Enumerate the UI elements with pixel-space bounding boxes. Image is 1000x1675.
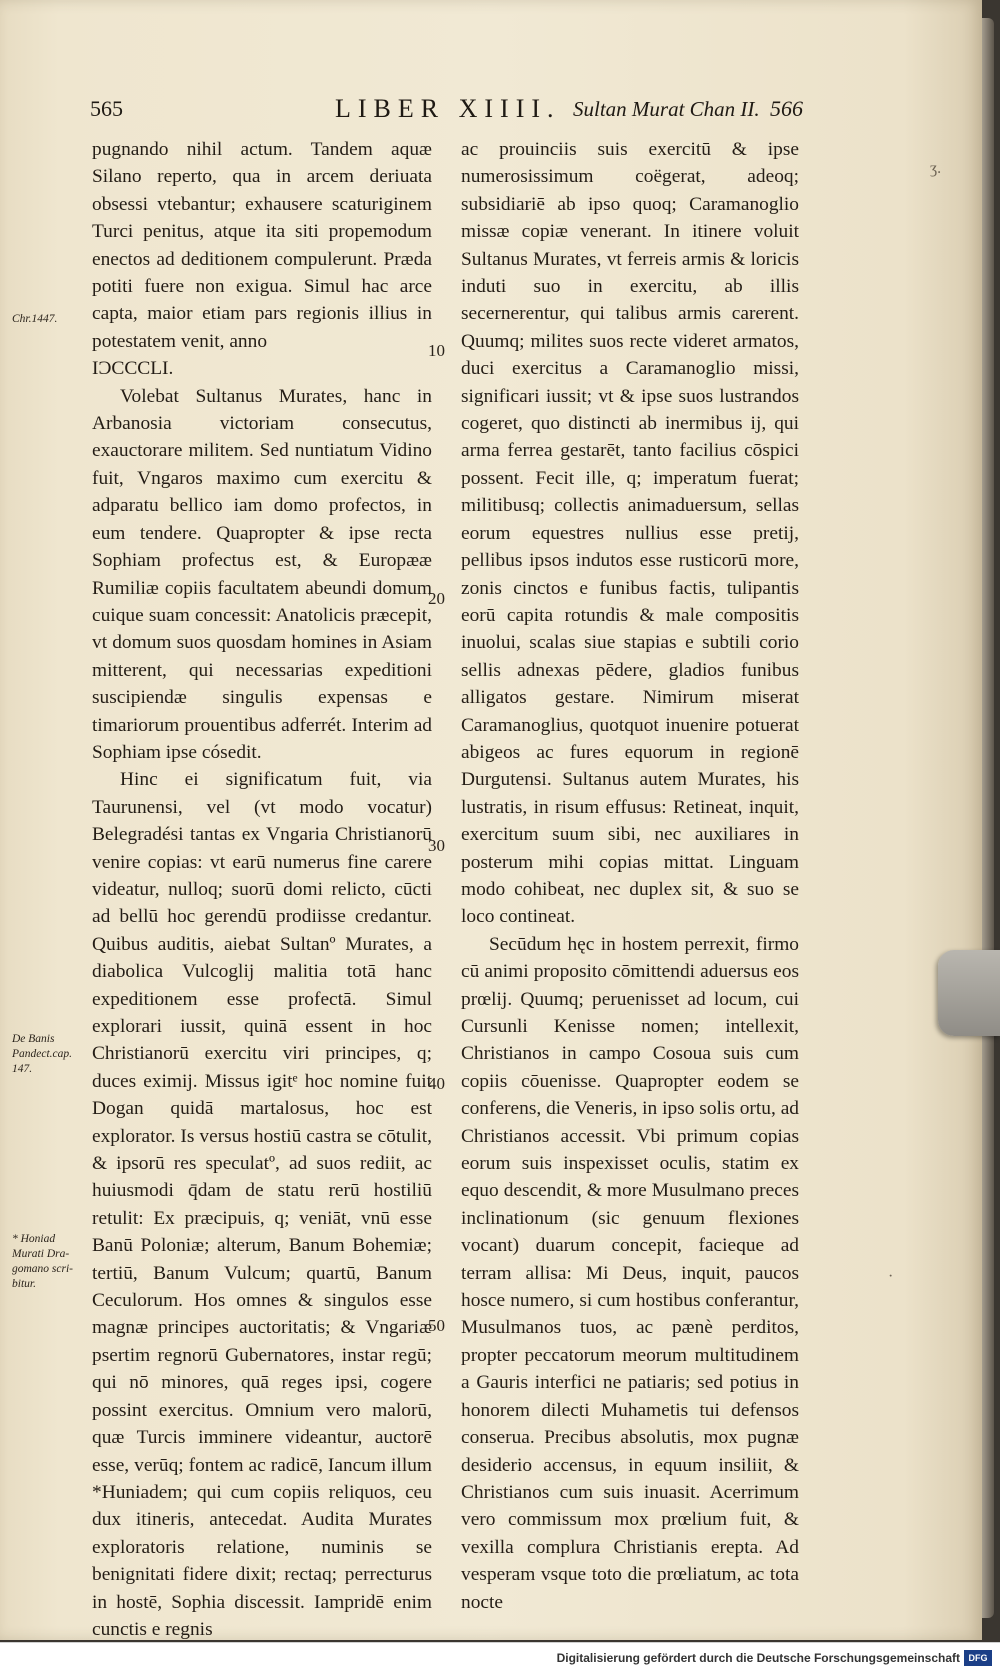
paragraph: ac prouinciis suis exercitū & ipse numerosissimum coëgerat, adeoq; subsidiariē ab ipso quoq; Caramanoglio missæ copiæ venerant. In itinere voluit Sultanus Murates, vt ferreis armis & loricis induti suo in exercitu, ab illis secernerentur, qui talibus armis carerent. Quumq; milites suos recte videret armatos, duci exercitus a Caramanoglio missi, significari iussit; vt & ipse suos lustrandos cogeret, quo distincti ab inermibus ij, qui arma ferrea gestarēt, tanto facilius cōspici possent. Fecit ille, q; imperatum fuerat; militibusq; collectis animaduersum, sellas eorum equestres nullius esse pretij, pellibus ipsos indutos esse rusticorū more, zonis cinctos e funibus factis, tulipantis eorū capita rotundis & male compositis inuolui, scalas siue stapias e subtili corio sellis adnexas pēdere, gladios funibus alligatos gestare. Nimirum miserat Caramanoglius, quotquot inuenire potuerat abigeos ac fures equorum in regionē Durgutensi. Sultanus autem Murates, his lustratis, in risum effusus: Retineat, inquit, exercitum suum sibi, nec auxiliares in posterum mihi copias mittat. Linguam modo cohibeat, nec duplex sit, & suo se loco contineat. xyxy=(461,139,799,928)
line-number: 10 xyxy=(428,341,445,360)
stray-mark: · xyxy=(888,1268,894,1285)
stray-mark: ʒ. xyxy=(930,160,942,177)
line-number: 20 xyxy=(428,589,445,608)
margin-note-line: bitur. xyxy=(12,1278,36,1290)
line-number: 40 xyxy=(428,1074,445,1093)
line-number: 50 xyxy=(428,1316,445,1335)
margin-note-chr xyxy=(12,312,92,327)
line-number: 30 xyxy=(428,836,445,855)
page-clip xyxy=(938,950,1000,1036)
paragraph: Hinc ei significatum fuit, via Taurunensi, vel (vt modo vocatur) Belegradési tantas ex Vngaria Christianorū venire copias: vt earū numerus fine carere videatur, nulloq; suorū domi relicto, cūcti ad bellū hoc gerendū prodiisse credantur. Quibus auditis, aiebat Sultanº Murates, a diabolica Vulcoglij malitia totā hanc expeditionem esse profectā. Simul explorari iussit, quinā essent in hoc Christianorū exercitu viri principes, q; duces eximij. Missus igitᵉ hoc nomine fuit Dogan quidā martalosus, hoc est explorator. Is versus hostiū castra se cōtulit, & ipsorū res speculatº, ad suos rediit, ac huiusmodi q̄dam de statu rerū hostiliū retulit: Ex præcipuis, q; veniāt, vnū esse Banū Poloniæ; alterum, Banum Bohemiæ; tertiū, Banum Vulcum; quartū, Banum Ceculorum. Hos omnes & singulos esse magnæ principes auctoritatis; & Vngariæ psertim regnorū Gubernatores, instar regū; qui nō minores, quā reges ipsi, cogere possint exercitus. Omnium vero malorū, quæ Turcis imminere videantur, auctorē esse, verūq; fontem ac radicē, Iancum illum *Huniadem; qui cum copiis reliquos, ceu dux itineris, antecedat. Audita Murates exploratoris relatione, numinis se benignitati fidere dixit; rectaq; perrecturus in hostē, Sophia discessit. Iampridē enim cunctis e regnis xyxy=(92,769,432,1640)
folio-left: 565 xyxy=(90,96,123,121)
year-numeral: ΙϽϹϹϹLI. xyxy=(92,358,174,380)
margin-note-line: gomano scri- xyxy=(12,1263,74,1275)
margin-note-line: De Banis xyxy=(12,1033,55,1045)
running-title: LIBER XIIII. xyxy=(335,94,561,123)
paragraph: Volebat Sultanus Murates, hanc in Arbanosia victoriam consecutus, exauctorare militem. Sed nuntiatum Vidino fuit, Vngaros maximo cum exercitu & adparatu bellico iam domo profectos, in eum tendere. Quapropter & ipse recta Sophiam profectus est, & Europææ Rumiliæ copiis facultatem abeundi domum cuique suam concessit: Anatolicis præcepit, vt domum suos quosdam homines in Asiam mitterent, qui necessarias expeditioni suscipiendæ singulis expensas e timariorum prouentibus adferrét. Interim ad Sophiam ipse cósedit. xyxy=(92,385,432,763)
margin-note-chr-text: Chr.1447. xyxy=(12,313,58,325)
margin-note-line: 147. xyxy=(12,1063,33,1075)
paragraph: pugnando nihil actum. Tandem aquæ Silano reperto, qua in arcem deriuata obsessi vtebantur; exhausere scaturiginem Turci penitus, atque ita siti propemodum enectos ad deditionem compulerunt. Præda potiti fuere non exigua. Simul hac arce capta, maior etiam pars regionis illius in potestatem venit, anno xyxy=(92,139,432,352)
margin-note-line: Murati Dra- xyxy=(12,1248,70,1260)
margin-note-honiad xyxy=(12,1232,92,1292)
margin-note-de-banis xyxy=(12,1032,92,1077)
footer-credit: Digitalisierung gefördert durch die Deutsche Forschungsgemeinschaft xyxy=(556,1651,960,1665)
folio-right: 566 xyxy=(770,96,803,121)
running-head xyxy=(0,96,982,130)
footer-bar xyxy=(0,1642,1000,1675)
margin-note-line: Pandect.cap. xyxy=(12,1048,73,1060)
running-title-right: Sultan Murat Chan II. xyxy=(573,97,760,121)
margin-note-line: * Honiad xyxy=(12,1233,56,1245)
left-column xyxy=(92,136,432,1640)
right-column xyxy=(461,136,799,1616)
paragraph: Secūdum hęc in hostem perrexit, firmo cū animi proposito cōmittendi aduersus eos prœlij. Quumq; peruenisset ad locum, cui Cursunli Kenisse nomen; intellexit, Christianos in campo Cosoua suis cum copiis cōuenisse. Quapropter eodem se conferens, die Veneris, in ipso solis ortu, ad Christianos accessit. Vbi primum copias eorum suis inspexisset oculis, statim ex equo descendit, & more Musulmano preces inclinationum (sic genuum flexiones vocant) duarum concepit, facieque ad terram allisa: Mi Deus, inquit, paucos hosce numero, si cum hostibus conferantur, Musulmanos tuos, ac pænè perditos, propter peccatorum meorum multitudinem a Gauris interfici ne patiaris; sed potius in honorem dilecti Muhametis tui defensos conserua. Precibus absolutis, mox pugnæ desiderio accensus, in equum insiliit, & Christianos cum suis inuasit. Acerrimum vero commissum mox prœlium fuit, & vexilla complura Christianis erepta. Ad vesperam vsque toto die prœliatum, ac tota nocte xyxy=(461,933,799,1613)
dfg-logo: DFG xyxy=(964,1650,992,1666)
